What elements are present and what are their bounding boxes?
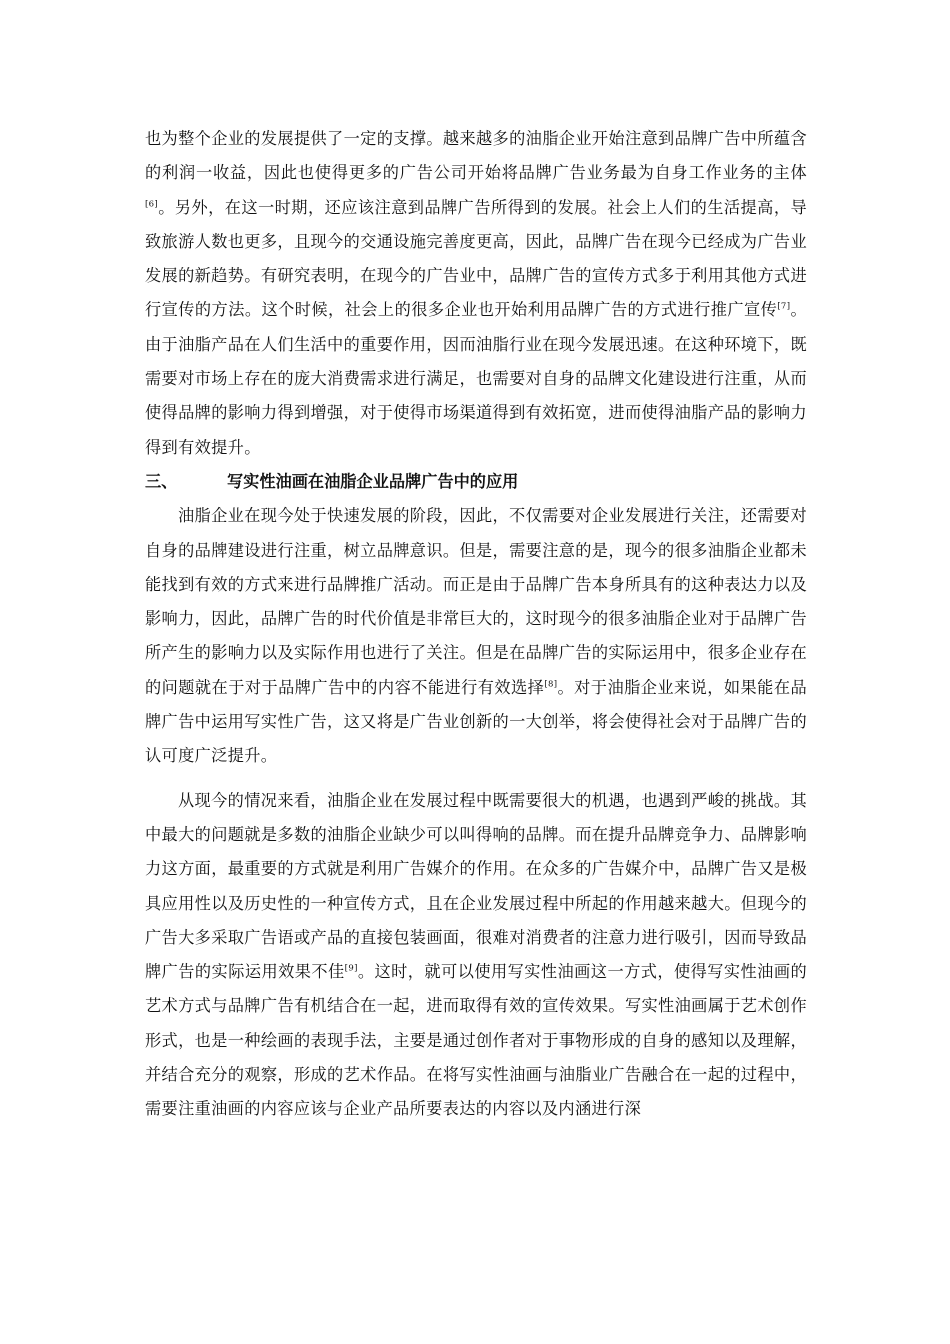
paragraph-text: 。这时，就可以使用写实性油画这一方式，使得写实性油画的艺术方式与品牌广告有机结合在一起，进而取得有效的宣传效果。写实性油画属于艺术创作形式，也是一种绘画的表现手法，主要是通过创作者对于事物形成的自身的感知以及理解，并结合充分的观察，形成的艺术作品。在将写实性油画与油脂业广告融合在一起的过程中，需要注重油画的内容应该与企业产品所要表达的内容以及内涵进行深 <box>145 962 808 1119</box>
section-heading <box>145 465 807 499</box>
paragraph-text: 油脂企业在现今处于快速发展的阶段，因此，不仅需要对企业发展进行关注，还需要对自身的品牌建设进行注重，树立品牌意识。但是，需要注意的是，现今的很多油脂企业都未能找到有效的方式来进行品牌推广活动。而正是由于品牌广告本身所具有的这种表达力以及影响力，因此，品牌广告的时代价值是非常巨大的，这时现今的很多油脂企业对于品牌广告所产生的影响力以及实际作用也进行了关注。但是在品牌广告的实际运用中，很多企业存在的问题就在于对于品牌广告中的内容不能进行有效选择 <box>145 506 807 697</box>
paragraph-spacer <box>145 774 807 784</box>
body-paragraph <box>145 499 807 773</box>
document-page <box>145 122 807 1127</box>
paragraph-text: 也为整个企业的发展提供了一定的支撑。越来越多的油脂企业开始注意到品牌广告中所蕴含的利润一收益，因此也使得更多的广告公司开始将品牌广告业务最为自身工作业务的主体 <box>145 129 807 183</box>
body-paragraph-continued <box>145 122 807 465</box>
paragraph-text: 。由于油脂产品在人们生活中的重要作用，因而油脂行业在现今发展迅速。在这种环境下，既需要对市场上存在的庞大消费需求进行满足，也需要对自身的品牌文化建设进行注重，从而使得品牌的影响力得到增强，对于使得市场渠道得到有效拓宽，进而使得油脂产品的影响力得到有效提升。 <box>145 300 807 457</box>
body-paragraph <box>145 784 807 1127</box>
paragraph-text: 。对于油脂企业来说，如果能在品牌广告中运用写实性广告，这又将是广告业创新的一大创举，将会使得社会对于品牌广告的认可度广泛提升。 <box>145 677 807 766</box>
citation-ref: [6] <box>145 199 159 210</box>
section-number: 三、 <box>145 471 178 491</box>
paragraph-text: 从现今的情况来看，油脂企业在发展过程中既需要很大的机遇，也遇到严峻的挑战。其中最大的问题就是多数的油脂企业缺少可以叫得响的品牌。而在提升品牌竞争力、品牌影响力这方面，最重要的方式就是利用广告媒介的作用。在众多的广告媒介中，品牌广告又是极具应用性以及历史性的一种宣传方式，且在企业发展过程中所起的作用越来越大。但现今的广告大多采取广告语或产品的直接包装画面，很难对消费者的注意力进行吸引，因而导致品牌广告的实际运用效果不佳 <box>145 790 807 982</box>
citation-ref: [7] <box>777 302 791 313</box>
section-title: 写实性油画在油脂企业品牌广告中的应用 <box>227 471 519 491</box>
citation-ref: [8] <box>544 679 558 690</box>
paragraph-text: 。另外，在这一时期，还应该注意到品牌广告所得到的发展。社会上人们的生活提高，导致旅游人数也更多，且现今的交通设施完善度更高，因此，品牌广告在现今已经成为广告业发展的新趋势。有研究表明，在现今的广告业中，品牌广告的宣传方式多于利用其他方式进行宣传的方法。这个时候，社会上的很多企业也开始利用品牌广告的方式进行推广宣传 <box>145 197 807 320</box>
citation-ref: [9] <box>344 963 358 974</box>
